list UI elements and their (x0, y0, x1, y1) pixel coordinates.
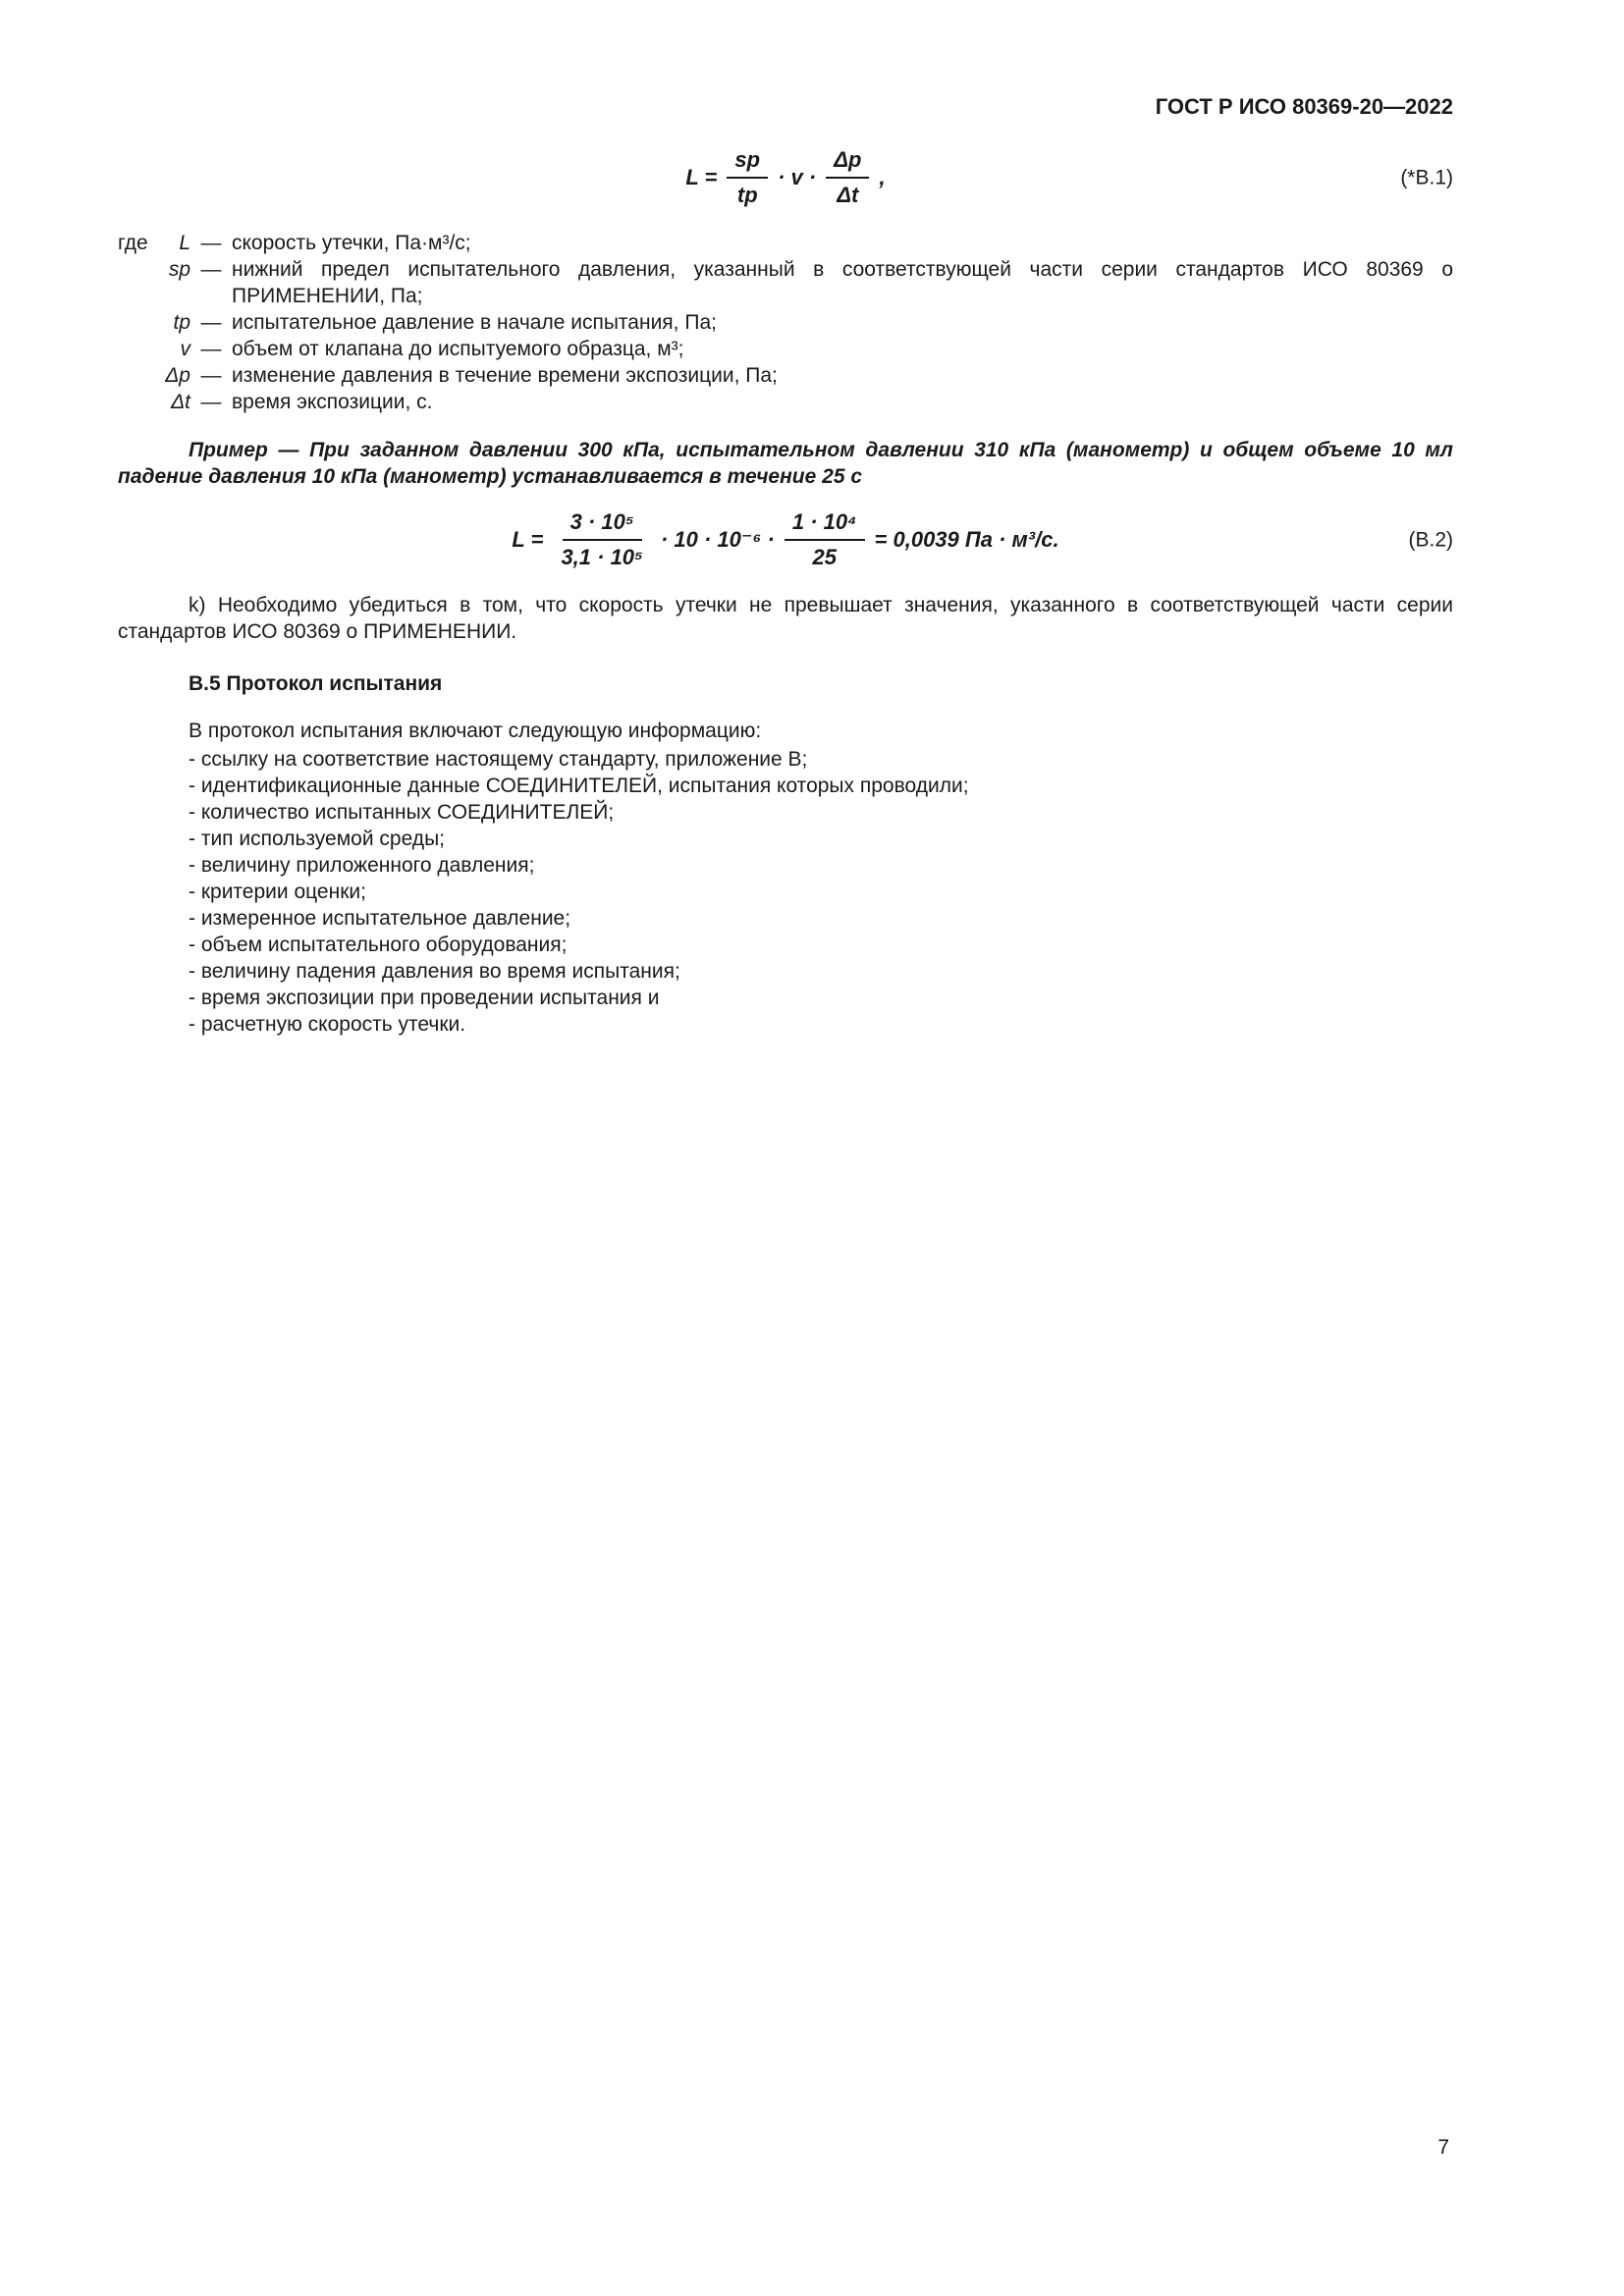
formula-b1-middle: · v · (778, 165, 817, 189)
where-label: где (118, 232, 148, 254)
formula-b1-fraction-2 (826, 147, 869, 208)
protocol-list-item: - критерии оценки; (189, 881, 366, 903)
definition-dash: — (200, 232, 222, 254)
document-header: ГОСТ Р ИСО 80369-20—2022 (1155, 94, 1453, 119)
formula-b1-fraction-1 (727, 147, 768, 208)
section-heading-b5: В.5 Протокол испытания (189, 672, 443, 695)
protocol-intro: В протокол испытания включают следующую информацию: (189, 720, 762, 742)
formula-b2-fraction-1 (553, 509, 651, 570)
definition-term (118, 230, 190, 256)
definition-term (118, 336, 190, 362)
definition-row-dp (118, 362, 1453, 389)
definition-row-L (118, 230, 1453, 256)
formula-b2-result: = 0,0039 Па · м³/с. (874, 527, 1059, 552)
protocol-list-item: - измеренное испытательное давление; (189, 907, 571, 930)
definition-text: нижний предел испытательного давления, указанный в соответствующей части серии стандартов ИСО 80369 о ПРИМЕНЕНИИ, Па; (232, 258, 1453, 307)
formula-b1-frac1-denominator: tp (736, 183, 758, 207)
definition-term (118, 309, 190, 336)
definition-dash: — (200, 311, 222, 334)
paragraph-k: k) Необходимо убедиться в том, что скорость утечки не превышает значения, указанного в соответствующей части серии стандартов ИСО 80369 о ПРИМЕНЕНИИ. (118, 594, 1453, 643)
formula-b2-label: (В.2) (1408, 528, 1453, 552)
formula-b2-middle: · 10 · 10⁻⁶ · (660, 527, 775, 552)
definitions-list (118, 230, 1453, 415)
formula-b2-lhs: L = (512, 527, 544, 552)
formula-b2-frac1-numerator: 3 · 10⁵ (563, 509, 642, 541)
term-symbol: tp (173, 311, 190, 334)
definition-dash: — (200, 364, 222, 387)
protocol-list-item: - ссылку на соответствие настоящему стандарту, приложение В; (189, 748, 808, 771)
page-number: 7 (1437, 2136, 1449, 2159)
formula-b1-lhs: L = (685, 165, 718, 189)
formula-b1-frac2-numerator: Δp (826, 147, 869, 179)
definition-dash: — (200, 391, 222, 413)
formula-b2-frac2-numerator: 1 · 10⁴ (785, 509, 865, 541)
term-symbol: v (180, 338, 190, 360)
protocol-list-item: - время экспозиции при проведении испытания и (189, 987, 660, 1009)
formula-b2-row (118, 509, 1453, 570)
definition-term (118, 256, 190, 283)
definition-row-v (118, 336, 1453, 362)
page-content (118, 93, 1453, 1038)
formula-b2-frac1-denominator: 3,1 · 10⁵ (561, 545, 643, 569)
term-symbol: Δp (165, 364, 190, 387)
formula-b1-label: (*В.1) (1400, 166, 1453, 189)
definition-dash: — (200, 338, 222, 360)
term-symbol: Δt (171, 391, 190, 413)
definition-text: объем от клапана до испытуемого образца, м³; (232, 338, 684, 360)
protocol-list-item: - величину приложенного давления; (189, 854, 535, 877)
definition-term (118, 389, 190, 415)
formula-b2-frac2-denominator: 25 (812, 545, 837, 569)
definition-dash: — (200, 258, 222, 281)
definition-text: испытательное давление в начале испытания, Па; (232, 311, 717, 334)
definition-term (118, 362, 190, 389)
formula-b1-frac2-denominator: Δt (837, 183, 859, 207)
definition-row-tp (118, 309, 1453, 336)
protocol-list-item: - идентификационные данные СОЕДИНИТЕЛЕЙ, испытания которых проводили; (189, 774, 969, 797)
formula-b2 (512, 509, 1058, 570)
definition-row-dt (118, 389, 1453, 415)
formula-b1-row (118, 147, 1453, 208)
formula-b2-fraction-2 (785, 509, 865, 570)
definition-row-sp (118, 256, 1453, 309)
protocol-list-item: - тип используемой среды; (189, 828, 445, 850)
formula-b1 (685, 147, 885, 208)
term-symbol: L (179, 232, 190, 254)
protocol-list-item: - расчетную скорость утечки. (189, 1013, 466, 1036)
example-paragraph: Пример — При заданном давлении 300 кПа, испытательном давлении 310 кПа (манометр) и общем объеме 10 мл падение давления 10 кПа (манометр) устанавливается в течение 25 с (118, 439, 1453, 488)
formula-b1-comma: , (879, 165, 886, 189)
protocol-list-item: - величину падения давления во время испытания; (189, 960, 680, 983)
protocol-list (118, 746, 1453, 1038)
protocol-list-item: - количество испытанных СОЕДИНИТЕЛЕЙ; (189, 801, 615, 824)
definition-text: изменение давления в течение времени экспозиции, Па; (232, 364, 778, 387)
definition-text: время экспозиции, с. (232, 391, 433, 413)
formula-b1-frac1-numerator: sp (727, 147, 768, 179)
definition-text: скорость утечки, Па·м³/с; (232, 232, 471, 254)
term-symbol: sp (168, 258, 190, 281)
protocol-list-item: - объем испытательного оборудования; (189, 934, 568, 956)
